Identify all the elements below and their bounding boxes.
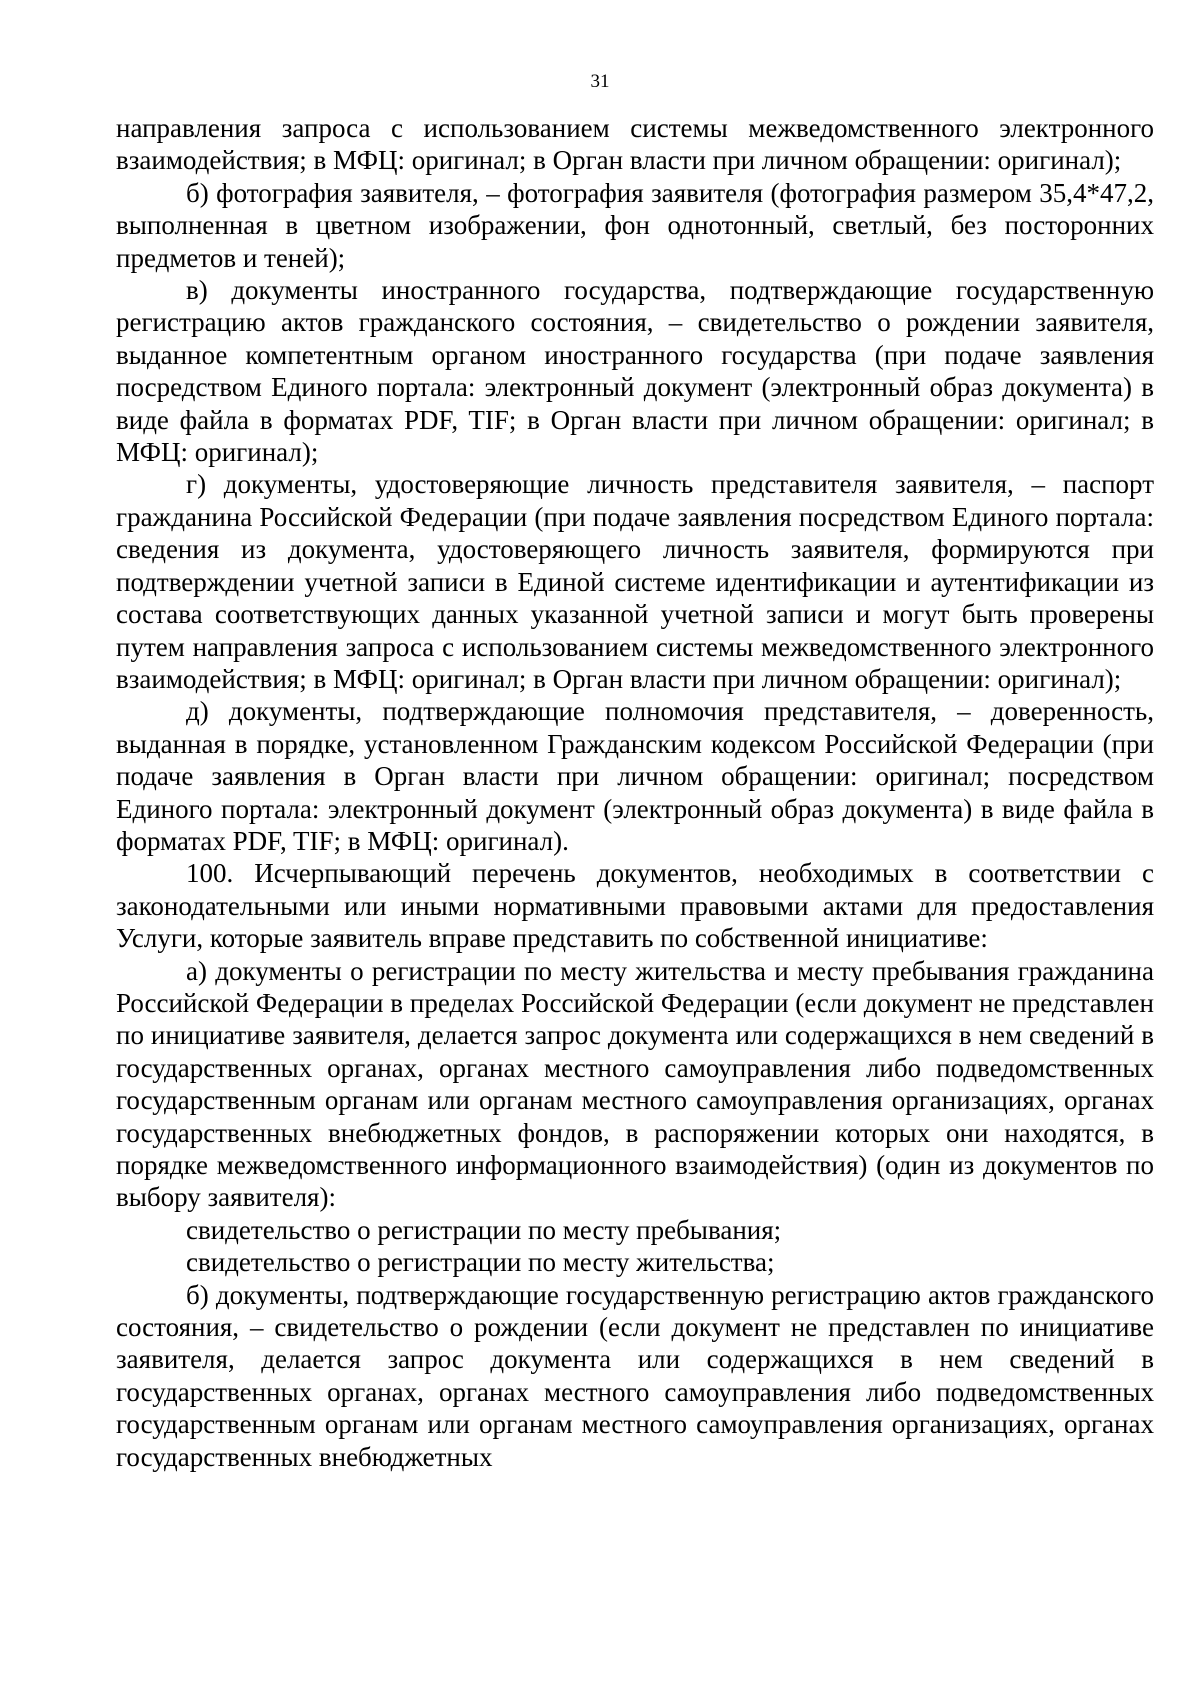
paragraph-section-100: 100. Исчерпывающий перечень документов, необходимых в соответствии с законодательными или иными нормативными правовыми актами для предоставления Услуги, которые заявитель вправе представить по собственной инициативе: (116, 858, 1154, 954)
paragraph-item-a-registration: а) документы о регистрации по месту жительства и месту пребывания гражданина Российской Федерации в пределах Российской Федерации (если документ не представлен по инициативе заявителя, делается запрос документа или содержащихся в нем сведений в государственных органах, органах местного самоуправления либо подведомственных государственным органам или органам местного самоуправления организациях, органах государственных внебюджетных фондов, в распоряжении которых они находятся, в порядке межведомственного информационного взаимодействия) (один из документов по выбору заявителя): (116, 955, 1154, 1213)
paragraph-item-g-identity-documents: г) документы, удостоверяющие личность представителя заявителя, – паспорт гражданина Российской Федерации (при подаче заявления посредством Единого портала: сведения из документа, удостоверяющего личность заявителя, формируются при подтверждении учетной записи в Единой системе идентификации и аутентификации из состава соответствующих данных указанной учетной записи и могут быть проверены путем направления запроса с использованием системы межведомственного электронного взаимодействия; в МФЦ: оригинал; в Орган власти при личном обращении: оригинал); (116, 469, 1154, 694)
paragraph-item-b-photo: б) фотография заявителя, – фотография заявителя (фотография размером 35,4*47,2, выполненная в цветном изображении, фон однотонный, светлый, без посторонних предметов и теней); (116, 177, 1154, 273)
document-body (116, 112, 1154, 1473)
paragraph-certificate-residence: свидетельство о регистрации по месту жительства; (186, 1247, 775, 1278)
paragraph-item-b-civil-status: б) документы, подтверждающие государственную регистрацию актов гражданского состояния, – свидетельство о рождении (если документ не представлен по инициативе заявителя, делается запрос документа или содержащихся в нем сведений в государственных органах, органах местного самоуправления либо подведомственных государственным органам или органам местного самоуправления организациях, органах государственных внебюджетных (116, 1279, 1154, 1472)
paragraph-continuation: направления запроса с использованием системы межведомственного электронного взаимодействия; в МФЦ: оригинал; в Орган власти при личном обращении: оригинал); (116, 113, 1154, 176)
page-number: 31 (590, 71, 610, 92)
paragraph-item-d-authority-documents: д) документы, подтверждающие полномочия представителя, – доверенность, выданная в порядке, установленном Гражданским кодексом Российской Федерации (при подаче заявления в Орган власти при личном обращении: оригинал; посредством Единого портала: электронный документ (электронный образ документа) в виде файла в форматах PDF, TIF; в МФЦ: оригинал). (116, 696, 1154, 856)
paragraph-certificate-stay: свидетельство о регистрации по месту пребывания; (186, 1214, 782, 1245)
paragraph-item-v-foreign-documents: в) документы иностранного государства, подтверждающие государственную регистрацию актов гражданского состояния, – свидетельство о рождении заявителя, выданное компетентным органом иностранного государства (при подаче заявления посредством Единого портала: электронный документ (электронный образ документа) в виде файла в форматах PDF, TIF; в Орган власти при личном обращении: оригинал; в МФЦ: оригинал); (116, 275, 1154, 468)
